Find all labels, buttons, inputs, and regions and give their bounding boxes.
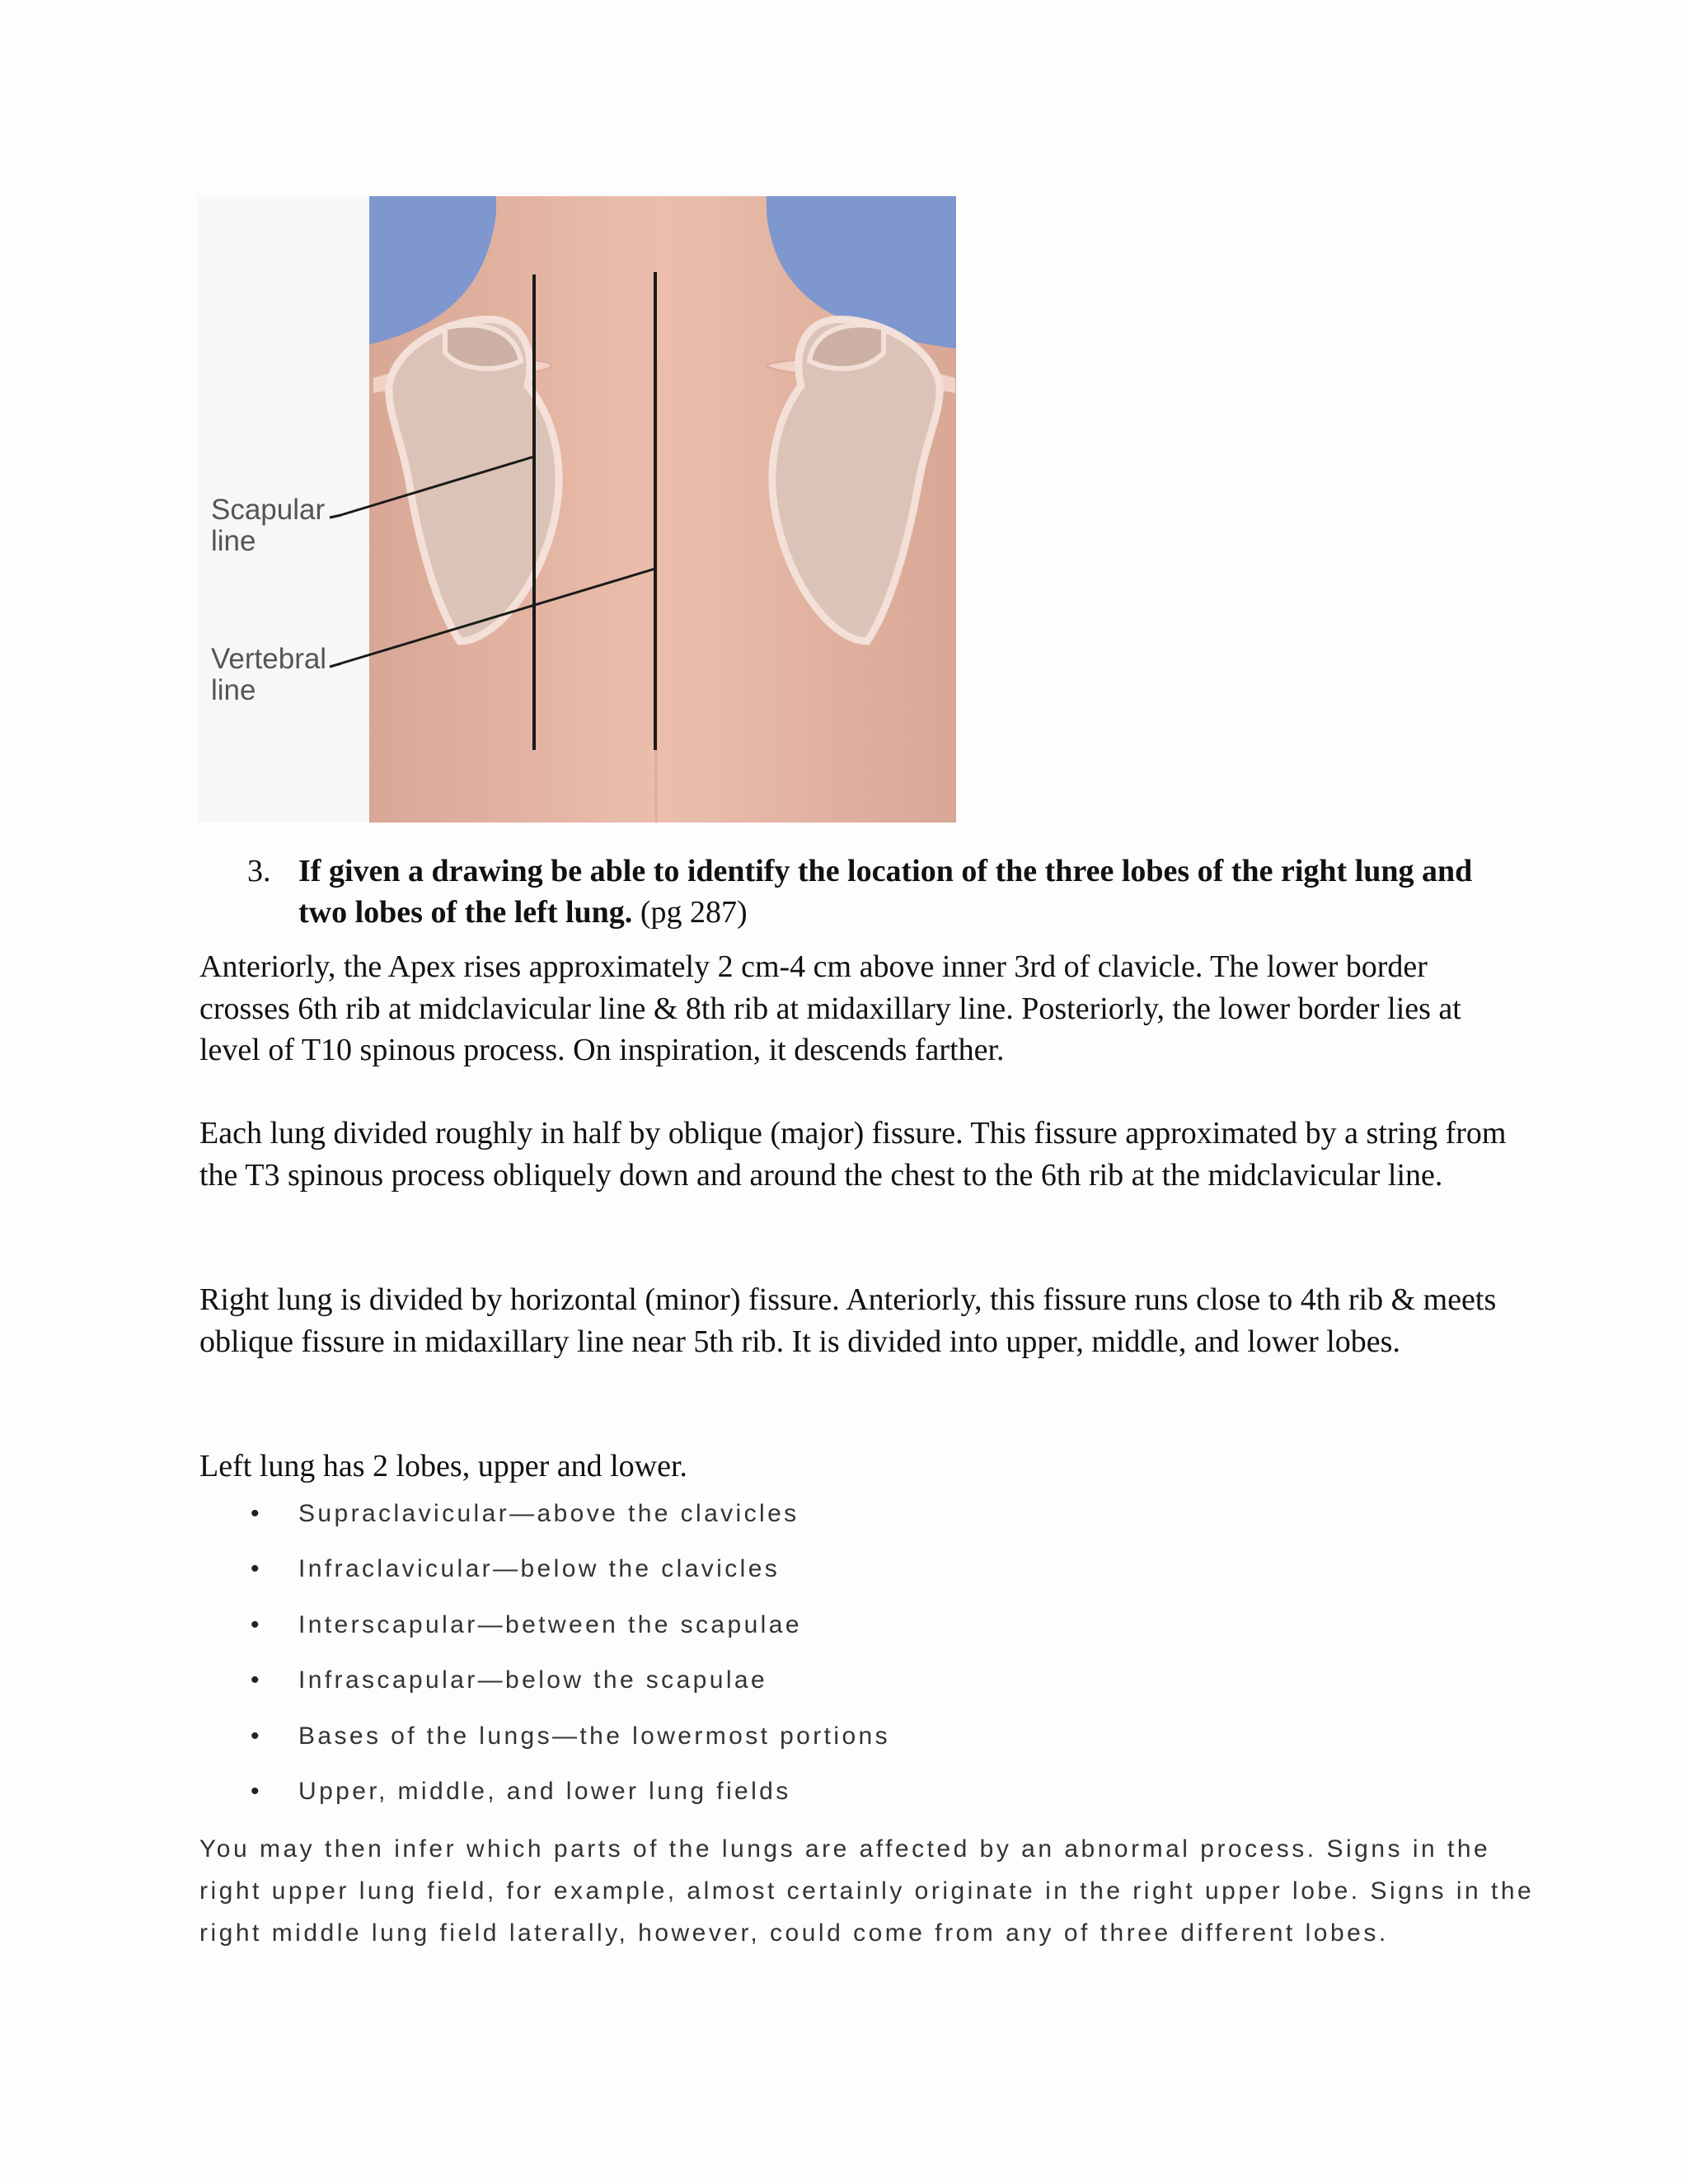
list-item <box>199 1718 1518 1774</box>
list-item <box>199 1607 1518 1662</box>
back-anatomy-figure <box>198 196 956 823</box>
bullet-icon: • <box>251 1610 260 1638</box>
question-page-ref: (pg 287) <box>632 895 748 930</box>
bullet-icon: • <box>251 1666 260 1694</box>
list-item <box>199 1774 1518 1829</box>
lung-fields-list <box>199 1496 1518 1829</box>
question-heading <box>298 851 1502 933</box>
paragraph-left-lung: Left lung has 2 lobes, upper and lower. <box>199 1449 688 1483</box>
list-item-text: Bases of the lungs—the lowermost portions <box>298 1722 891 1750</box>
list-item <box>199 1551 1518 1606</box>
bullet-icon: • <box>251 1555 260 1583</box>
bullet-icon: • <box>251 1777 260 1805</box>
question-heading-bold: If given a drawing be able to identify the location of the three lobes of the right lung and two lobes of the left lung. <box>298 854 1473 930</box>
paragraph-right-lung: Right lung is divided by horizontal (minor) fissure. Anteriorly, this fissure runs close to 4th rib & meets oblique fissure in midaxillary line near 5th rib. It is divided into upper, middle, and lower lobes. <box>199 1282 1497 1359</box>
paragraph-apex: Anteriorly, the Apex rises approximately 2 cm-4 cm above inner 3rd of clavicle. The lower border crosses 6th rib at midclavicular line & 8th rib at midaxillary line. Posteriorly, the lower border lies at level of T10 spinous process. On inspiration, it descends farther. <box>199 949 1461 1067</box>
scapular-line-label <box>211 494 359 557</box>
list-item-text: Upper, middle, and lower lung fields <box>298 1777 791 1805</box>
scapular-line-label-text: Scapular line <box>211 494 326 557</box>
paragraph-oblique-fissure: Each lung divided roughly in half by oblique (major) fissure. This fissure approximated by a string from the T3 spinous process obliquely down and around the chest to the 6th rib at the midclavicular line. <box>199 1116 1507 1193</box>
vertebral-line-label <box>211 644 359 706</box>
list-item-text: Infraclavicular—below the clavicles <box>298 1555 781 1583</box>
list-item-text: Supraclavicular—above the clavicles <box>298 1500 799 1527</box>
bullet-icon: • <box>251 1500 260 1527</box>
list-item-text: Interscapular—between the scapulae <box>298 1610 802 1638</box>
closing-paragraph: You may then infer which parts of the lungs are affected by an abnormal process. Signs in the right upper lung field, for example, almost certainly originate in the right upper lobe. Signs in the right middle lung field laterally, however, could come from any of three different lobes. <box>199 1835 1535 1947</box>
question-number: 3. <box>247 854 271 888</box>
list-item-text: Infrascapular—below the scapulae <box>298 1666 768 1694</box>
vertebral-line-label-text: Vertebral line <box>211 643 327 706</box>
list-item <box>199 1662 1518 1718</box>
list-item <box>199 1496 1518 1551</box>
bullet-icon: • <box>251 1722 260 1750</box>
